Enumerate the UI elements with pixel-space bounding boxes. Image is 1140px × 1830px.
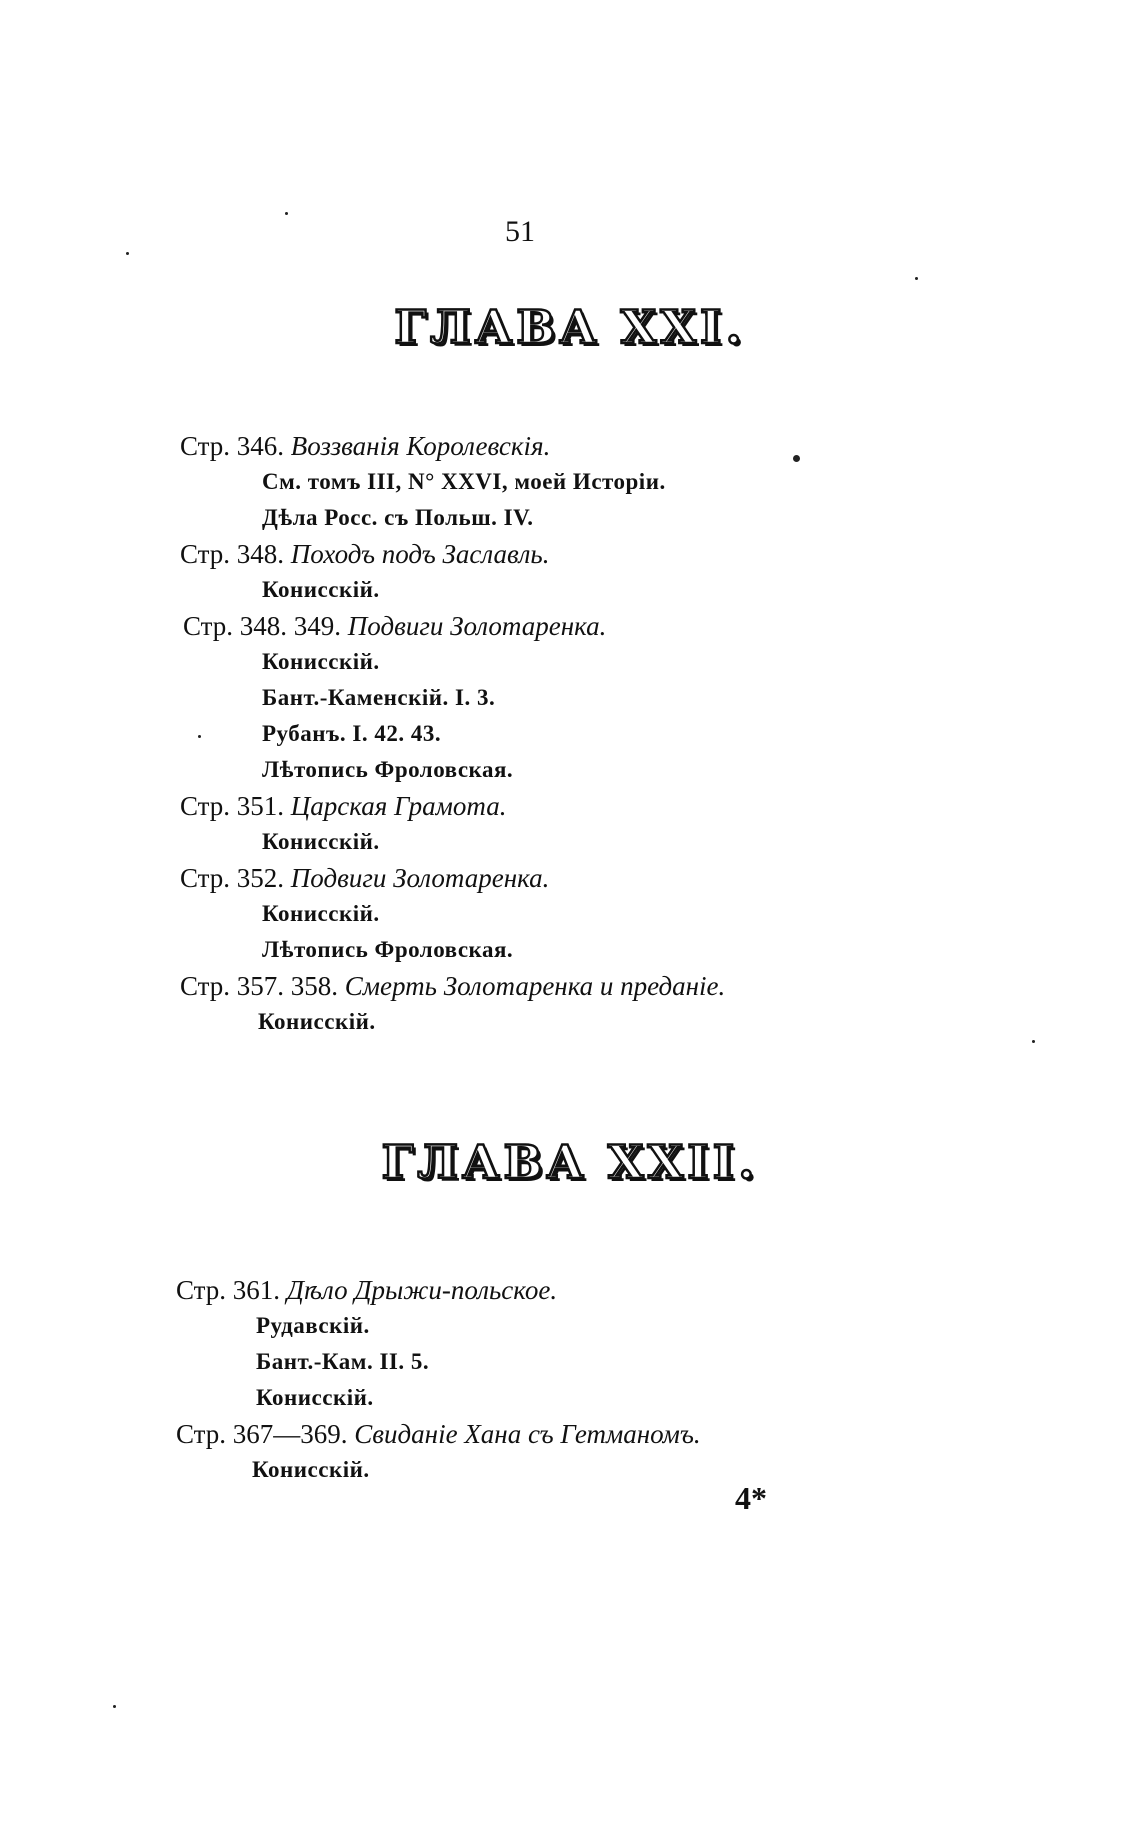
entry-source: Лѣтопись Фроловская.: [262, 937, 514, 962]
entry-title: Дѣло Дрыжи-польское.: [286, 1275, 558, 1305]
entry-source: Бант.-Кам. II. 5.: [256, 1349, 430, 1374]
scan-speck: [285, 212, 288, 215]
page-reference: Стр. 351. Царская Грамота.: [180, 791, 507, 821]
entry-title: Смерть Золотаренка и преданіе.: [344, 971, 726, 1001]
entry-source: Рудавскій.: [256, 1313, 370, 1338]
entry-source: Бант.-Каменскій. I. 3.: [262, 685, 496, 710]
entry-source: Конисскій.: [258, 1009, 376, 1034]
scan-speck: [915, 277, 918, 280]
page-reference: Стр. 367—369. Свиданіе Хана съ Гетманомъ.: [176, 1419, 701, 1449]
entry-source: Рубанъ. I. 42. 43.: [262, 721, 442, 746]
page-reference: Стр. 348. 349. Подвиги Золотаренка.: [183, 611, 607, 641]
entry-source: Конисскій.: [262, 901, 380, 926]
entry-source: Дѣла Росс. съ Польш. IV.: [262, 505, 534, 530]
entry-title: Подвиги Золотаренка.: [290, 863, 550, 893]
page-number: 51: [505, 215, 535, 248]
scan-speck: [198, 735, 201, 738]
entry-title: Подвиги Золотаренка.: [347, 611, 607, 641]
entry-source: Конисскій.: [256, 1385, 374, 1410]
scan-speck: [113, 1705, 116, 1708]
page-reference: Стр. 346. Воззванія Королевскія.: [180, 431, 551, 461]
scan-speck: [793, 455, 800, 462]
signature-mark: 4*: [735, 1480, 767, 1516]
page-reference: Стр. 352. Подвиги Золотаренка.: [180, 863, 550, 893]
entry-heading: [0, 860, 1140, 896]
chapter-entries: [0, 1272, 1140, 1488]
entry-title: Воззванія Королевскія.: [290, 431, 551, 461]
page-reference: Стр. 361. Дѣло Дрыжи-польское.: [176, 1275, 558, 1305]
entry-source: См. томъ III, N° XXVI, моей Исторіи.: [262, 469, 666, 494]
scan-speck: [126, 252, 129, 255]
entry-heading: [0, 1416, 1140, 1452]
entry-heading: [0, 788, 1140, 824]
entry-heading: [0, 1272, 1140, 1308]
entry-source: Лѣтопись Фроловская.: [262, 757, 514, 782]
entry-source: Конисскій.: [262, 577, 380, 602]
chapter-entries: [0, 428, 1140, 1040]
entry-heading: [0, 428, 1140, 464]
entry-heading: [0, 608, 1140, 644]
entry-heading: [0, 968, 1140, 1004]
entry-title: Походъ подъ Заславль.: [290, 539, 550, 569]
entry-title: Свиданіе Хана съ Гетманомъ.: [354, 1419, 701, 1449]
entry-source: Конисскій.: [262, 829, 380, 854]
page-reference: Стр. 348. Походъ подъ Заславль.: [180, 539, 550, 569]
entry-source: Конисскій.: [252, 1457, 370, 1482]
chapter-title: ГЛАВА XXII.: [381, 1135, 759, 1189]
entry-source: Конисскій.: [262, 649, 380, 674]
entry-heading: [0, 536, 1140, 572]
chapter-title: ГЛАВА XXI.: [394, 300, 746, 354]
page-reference: Стр. 357. 358. Смерть Золотаренка и преданіе.: [180, 971, 726, 1001]
entry-title: Царская Грамота.: [290, 791, 507, 821]
scan-speck: [1032, 1040, 1035, 1043]
